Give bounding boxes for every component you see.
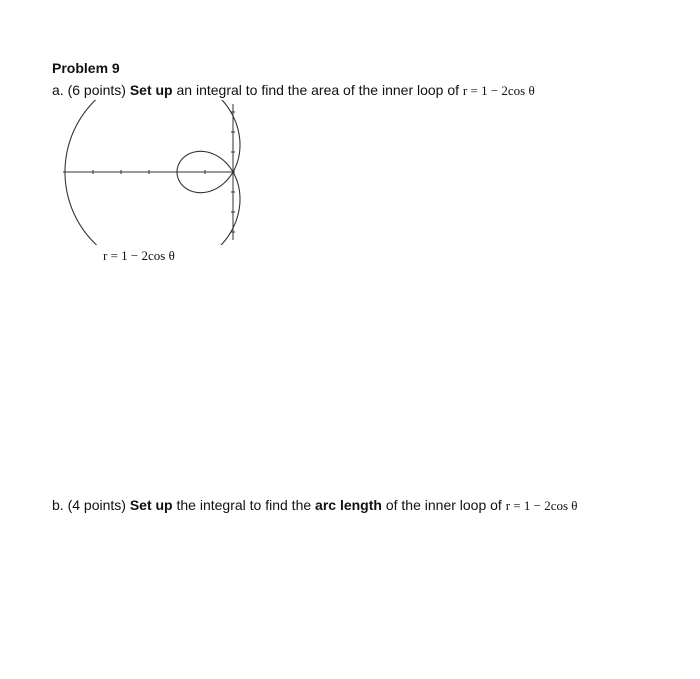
part-a-prefix: a. (6 points) <box>52 82 130 98</box>
part-b-prefix: b. (4 points) <box>52 497 130 513</box>
part-b-emphasis-set-up: Set up <box>129 497 173 513</box>
part-a-text: an integral to find the area of the inner loop of <box>172 82 463 98</box>
part-a-question <box>52 82 535 99</box>
problem-title: Problem 9 <box>52 60 120 76</box>
part-b-question <box>52 497 578 514</box>
part-b-equation: r = 1 − 2cos θ <box>505 498 578 513</box>
figure-caption: r = 1 − 2cos θ <box>103 248 175 263</box>
part-a-equation: r = 1 − 2cos θ <box>462 83 535 98</box>
part-b-emphasis-arc-length: arc length <box>315 497 382 513</box>
part-a-emphasis-set-up: Set up <box>129 82 173 98</box>
part-b-text: the integral to find the <box>172 497 316 513</box>
part-b-text-2: of the inner loop of <box>381 497 506 513</box>
limacon-graph <box>55 100 255 245</box>
